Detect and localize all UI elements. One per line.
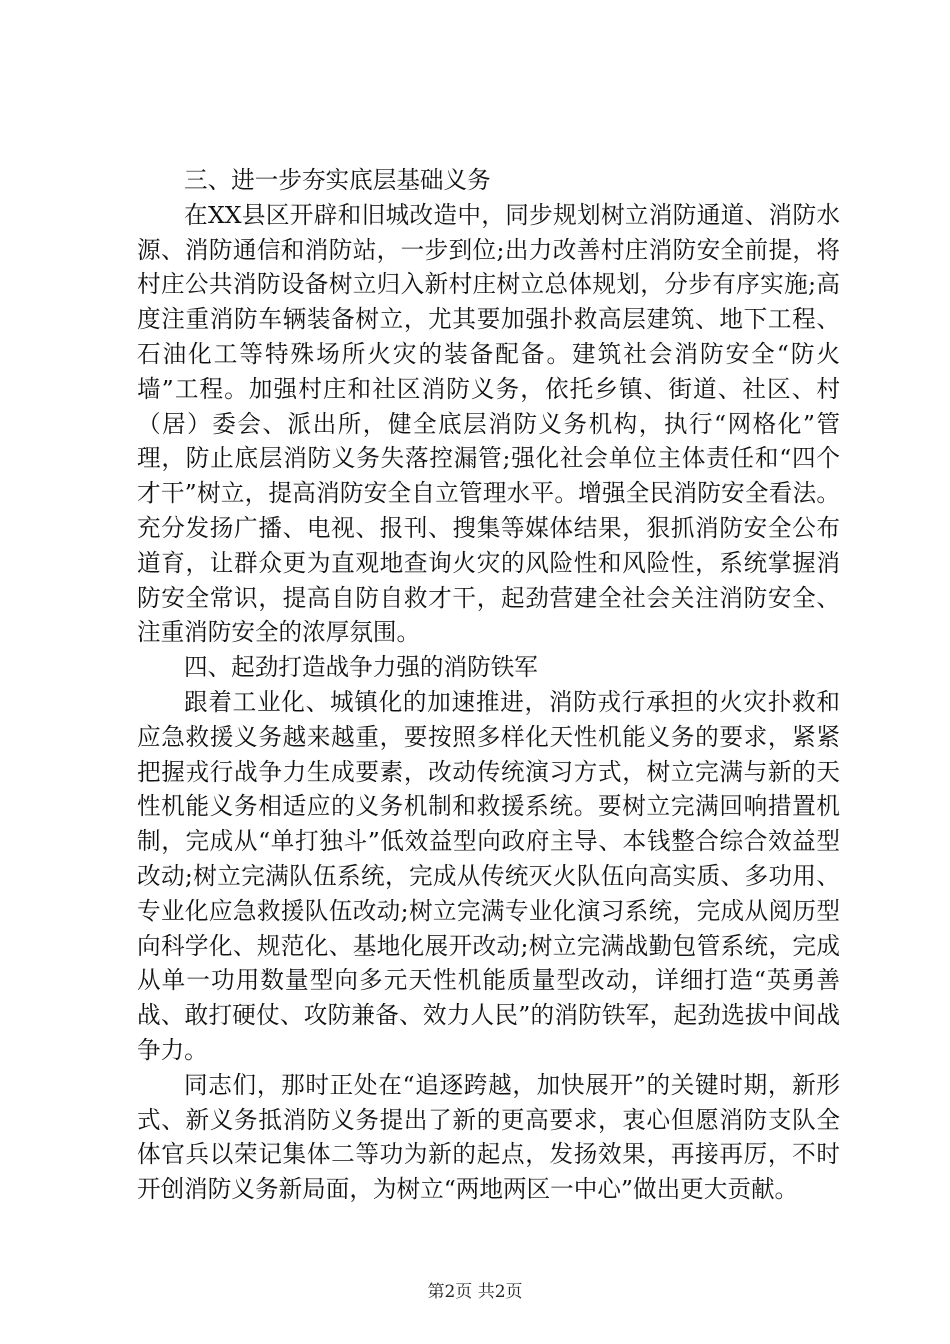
section-heading-4: 四、起劲打造战争力强的消防铁军 [184, 653, 538, 682]
document-body [137, 163, 840, 1207]
paragraph-infrastructure: 在XX县区开辟和旧城改造中，同步规划树立消防通道、消防水源、消防通信和消防站，一步到位;出力改善村庄消防安全前提，将村庄公共消防设备树立归入新村庄树立总体规划，分步有序实施;高度注重消防车辆装备树立，尤其要加强扑救高层建筑、地下工程、石油化工等特殊场所火灾的装备配备。建筑社会消防安全“防火墙”工程。加强村庄和社区消防义务，依托乡镇、街道、社区、村（居）委会、派出所，健全底层消防义务机构，执行“网格化”管理，防止底层消防义务失落控漏管;强化社会单位主体责任和“四个才干”树立，提高消防安全自立管理水平。增强全民消防安全看法。充分发扬广播、电视、报刊、搜集等媒体结果，狠抓消防安全公布道育，让群众更为直观地查询火灾的风险性和风险性，系统掌握消防安全常识，提高自防自救才干，起劲营建全社会关注消防安全、注重消防安全的浓厚氛围。 [137, 200, 840, 647]
section-heading-3: 三、进一步夯实底层基础义务 [184, 166, 491, 194]
paragraph-closing: 同志们，那时正处在“追逐跨越，加快展开”的关键时期，新形式、新义务抵消防义务提出了新的更高要求，衷心但愿消防支队全体官兵以荣记集体二等功为新的起点，发扬效果，再接再厉，不时开创消防义务新局面，为树立“两地两区一中心”做出更大贡献。 [137, 1070, 840, 1204]
paragraph-fire-brigade: 跟着工业化、城镇化的加速推进，消防戎行承担的火灾扑救和应急救援义务越来越重，要按照多样化天性机能义务的要求，紧紧把握戎行战争力生成要素，改动传统演习方式，树立完满与新的天性机能义务相适应的义务机制和救援系统。要树立完满回响措置机制，完成从“单打独斗”低效益型向政府主导、本钱整合综合效益型改动;树立完满队伍系统，完成从传统灭火队伍向高实质、多功用、专业化应急救援队伍改动;树立完满专业化演习系统，完成从阅历型向科学化、规范化、基地化展开改动;树立完满战勤包管系统，完成从单一功用数量型向多元天性机能质量型改动，详细打造“英勇善战、敢打硬仗、攻防兼备、效力人民”的消防铁军，起劲选拔中间战争力。 [137, 687, 840, 1064]
page-footer: 第2页 共2页 [427, 1282, 523, 1302]
